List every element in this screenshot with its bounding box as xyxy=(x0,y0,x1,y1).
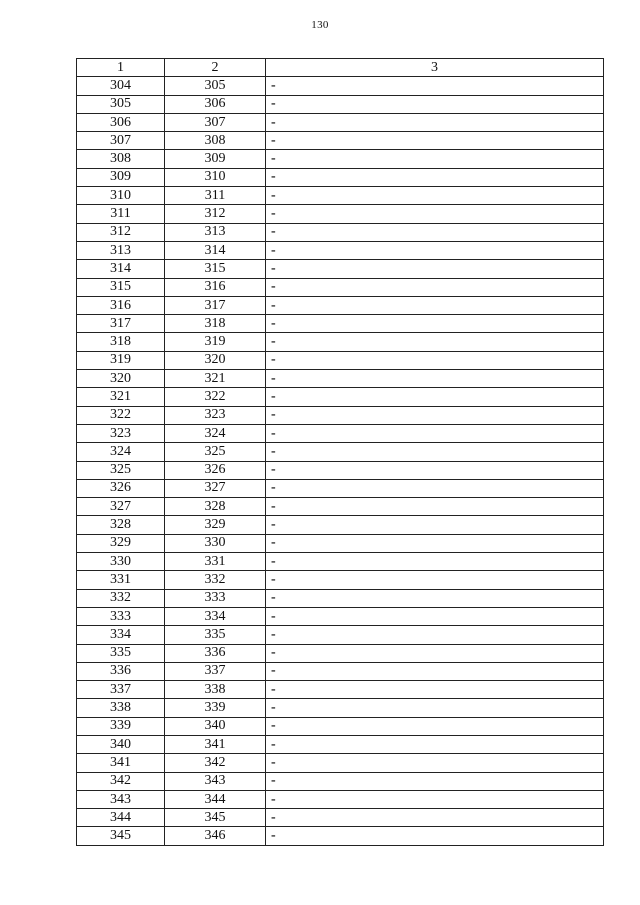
table-row xyxy=(77,241,604,259)
table-cell-1: 329 xyxy=(77,534,165,552)
table-cell-3: - xyxy=(266,644,604,662)
table-cell-3: - xyxy=(266,278,604,296)
table-row xyxy=(77,717,604,735)
column-header-3: 3 xyxy=(266,59,604,77)
table-cell-1: 333 xyxy=(77,607,165,625)
table-cell-1: 339 xyxy=(77,717,165,735)
table-cell-3: - xyxy=(266,553,604,571)
table-cell-3: - xyxy=(266,113,604,131)
table-cell-2: 320 xyxy=(165,351,266,369)
table-cell-3: - xyxy=(266,662,604,680)
table-cell-3: - xyxy=(266,607,604,625)
table-cell-3: - xyxy=(266,681,604,699)
table-row xyxy=(77,370,604,388)
table-cell-3: - xyxy=(266,790,604,808)
table-cell-2: 316 xyxy=(165,278,266,296)
table-row xyxy=(77,516,604,534)
table-cell-3: - xyxy=(266,498,604,516)
table-cell-1: 337 xyxy=(77,681,165,699)
table-cell-2: 317 xyxy=(165,296,266,314)
table-cell-3: - xyxy=(266,333,604,351)
table-cell-1: 310 xyxy=(77,187,165,205)
table-cell-1: 324 xyxy=(77,443,165,461)
table-cell-3: - xyxy=(266,516,604,534)
table-cell-2: 323 xyxy=(165,406,266,424)
table-cell-3: - xyxy=(266,827,604,845)
table-cell-3: - xyxy=(266,296,604,314)
table-row xyxy=(77,278,604,296)
table-cell-2: 324 xyxy=(165,424,266,442)
table-row xyxy=(77,260,604,278)
table-row xyxy=(77,333,604,351)
table-row xyxy=(77,95,604,113)
table-cell-2: 333 xyxy=(165,589,266,607)
table-cell-3: - xyxy=(266,589,604,607)
table-cell-3: - xyxy=(266,479,604,497)
table-cell-2: 321 xyxy=(165,370,266,388)
table-row xyxy=(77,626,604,644)
table-cell-1: 341 xyxy=(77,754,165,772)
table-cell-1: 334 xyxy=(77,626,165,644)
table-row xyxy=(77,644,604,662)
table-row xyxy=(77,132,604,150)
table-row xyxy=(77,827,604,845)
table-cell-1: 328 xyxy=(77,516,165,534)
table-cell-2: 331 xyxy=(165,553,266,571)
table-cell-2: 326 xyxy=(165,461,266,479)
table-row xyxy=(77,205,604,223)
table-cell-1: 331 xyxy=(77,571,165,589)
column-header-1: 1 xyxy=(77,59,165,77)
table-row xyxy=(77,809,604,827)
table-cell-2: 344 xyxy=(165,790,266,808)
table-cell-1: 312 xyxy=(77,223,165,241)
table-cell-2: 336 xyxy=(165,644,266,662)
table-cell-2: 340 xyxy=(165,717,266,735)
table-cell-2: 335 xyxy=(165,626,266,644)
table-row xyxy=(77,77,604,95)
table-body xyxy=(77,77,604,845)
table-cell-3: - xyxy=(266,735,604,753)
table-row xyxy=(77,461,604,479)
table-cell-2: 318 xyxy=(165,315,266,333)
table-cell-3: - xyxy=(266,443,604,461)
table-row xyxy=(77,187,604,205)
table-cell-2: 312 xyxy=(165,205,266,223)
table-cell-3: - xyxy=(266,534,604,552)
table-row xyxy=(77,790,604,808)
table-row xyxy=(77,699,604,717)
page-number: 130 xyxy=(311,19,329,31)
table-cell-3: - xyxy=(266,772,604,790)
table-row xyxy=(77,754,604,772)
table-cell-1: 305 xyxy=(77,95,165,113)
table-cell-2: 343 xyxy=(165,772,266,790)
table-cell-1: 338 xyxy=(77,699,165,717)
table-cell-1: 317 xyxy=(77,315,165,333)
table-cell-3: - xyxy=(266,315,604,333)
table-cell-1: 343 xyxy=(77,790,165,808)
table-cell-2: 339 xyxy=(165,699,266,717)
table-cell-2: 338 xyxy=(165,681,266,699)
table-cell-1: 340 xyxy=(77,735,165,753)
table-cell-1: 330 xyxy=(77,553,165,571)
table-cell-2: 328 xyxy=(165,498,266,516)
table-cell-1: 311 xyxy=(77,205,165,223)
table-cell-2: 329 xyxy=(165,516,266,534)
table-row xyxy=(77,315,604,333)
table-cell-2: 337 xyxy=(165,662,266,680)
table-cell-1: 319 xyxy=(77,351,165,369)
table-cell-1: 315 xyxy=(77,278,165,296)
table-cell-2: 309 xyxy=(165,150,266,168)
table-cell-3: - xyxy=(266,406,604,424)
table-cell-3: - xyxy=(266,241,604,259)
table-cell-2: 334 xyxy=(165,607,266,625)
table-row xyxy=(77,406,604,424)
table-row xyxy=(77,662,604,680)
table-cell-1: 323 xyxy=(77,424,165,442)
table-cell-3: - xyxy=(266,95,604,113)
table-row xyxy=(77,388,604,406)
table-cell-2: 342 xyxy=(165,754,266,772)
table-cell-2: 313 xyxy=(165,223,266,241)
table-cell-1: 321 xyxy=(77,388,165,406)
table-cell-1: 325 xyxy=(77,461,165,479)
table-cell-1: 304 xyxy=(77,77,165,95)
table-cell-1: 344 xyxy=(77,809,165,827)
table-cell-3: - xyxy=(266,717,604,735)
table-cell-2: 341 xyxy=(165,735,266,753)
data-table xyxy=(76,58,604,846)
table-cell-3: - xyxy=(266,205,604,223)
table-cell-2: 307 xyxy=(165,113,266,131)
table-cell-1: 316 xyxy=(77,296,165,314)
table-cell-3: - xyxy=(266,168,604,186)
table-cell-3: - xyxy=(266,571,604,589)
table-cell-1: 313 xyxy=(77,241,165,259)
table-cell-1: 318 xyxy=(77,333,165,351)
table-cell-2: 310 xyxy=(165,168,266,186)
table-cell-3: - xyxy=(266,424,604,442)
table-cell-2: 325 xyxy=(165,443,266,461)
table-cell-1: 306 xyxy=(77,113,165,131)
table-cell-3: - xyxy=(266,809,604,827)
table-cell-2: 322 xyxy=(165,388,266,406)
table-cell-2: 332 xyxy=(165,571,266,589)
table-cell-3: - xyxy=(266,223,604,241)
table-cell-1: 322 xyxy=(77,406,165,424)
table-cell-2: 311 xyxy=(165,187,266,205)
table-header-row xyxy=(77,59,604,77)
table-cell-1: 335 xyxy=(77,644,165,662)
table-row xyxy=(77,681,604,699)
table-row xyxy=(77,424,604,442)
table-row xyxy=(77,735,604,753)
table-cell-1: 336 xyxy=(77,662,165,680)
table-cell-2: 314 xyxy=(165,241,266,259)
column-header-2: 2 xyxy=(165,59,266,77)
table-cell-3: - xyxy=(266,351,604,369)
table-cell-3: - xyxy=(266,150,604,168)
table-cell-3: - xyxy=(266,132,604,150)
table-row xyxy=(77,589,604,607)
table-row xyxy=(77,351,604,369)
table-row xyxy=(77,296,604,314)
table-row xyxy=(77,113,604,131)
table-cell-3: - xyxy=(266,699,604,717)
table-row xyxy=(77,772,604,790)
table-cell-1: 314 xyxy=(77,260,165,278)
table-row xyxy=(77,571,604,589)
table-cell-3: - xyxy=(266,187,604,205)
table-cell-2: 306 xyxy=(165,95,266,113)
table-cell-3: - xyxy=(266,626,604,644)
table-cell-3: - xyxy=(266,754,604,772)
table-cell-2: 330 xyxy=(165,534,266,552)
table-row xyxy=(77,607,604,625)
table-cell-1: 345 xyxy=(77,827,165,845)
table-cell-1: 308 xyxy=(77,150,165,168)
table-cell-1: 342 xyxy=(77,772,165,790)
table-cell-3: - xyxy=(266,260,604,278)
table-row xyxy=(77,498,604,516)
table-cell-1: 326 xyxy=(77,479,165,497)
table-row xyxy=(77,150,604,168)
table-cell-2: 305 xyxy=(165,77,266,95)
table-cell-2: 346 xyxy=(165,827,266,845)
table-row xyxy=(77,534,604,552)
table-cell-1: 320 xyxy=(77,370,165,388)
table-cell-3: - xyxy=(266,461,604,479)
table-cell-3: - xyxy=(266,77,604,95)
table-cell-1: 332 xyxy=(77,589,165,607)
table-cell-1: 309 xyxy=(77,168,165,186)
table-cell-2: 319 xyxy=(165,333,266,351)
table-cell-1: 307 xyxy=(77,132,165,150)
table-cell-1: 327 xyxy=(77,498,165,516)
table-cell-3: - xyxy=(266,370,604,388)
table-row xyxy=(77,553,604,571)
table-cell-2: 308 xyxy=(165,132,266,150)
table-cell-2: 327 xyxy=(165,479,266,497)
table-cell-2: 345 xyxy=(165,809,266,827)
table-cell-2: 315 xyxy=(165,260,266,278)
table-row xyxy=(77,223,604,241)
table-row xyxy=(77,443,604,461)
table-row xyxy=(77,168,604,186)
table-cell-3: - xyxy=(266,388,604,406)
table-row xyxy=(77,479,604,497)
